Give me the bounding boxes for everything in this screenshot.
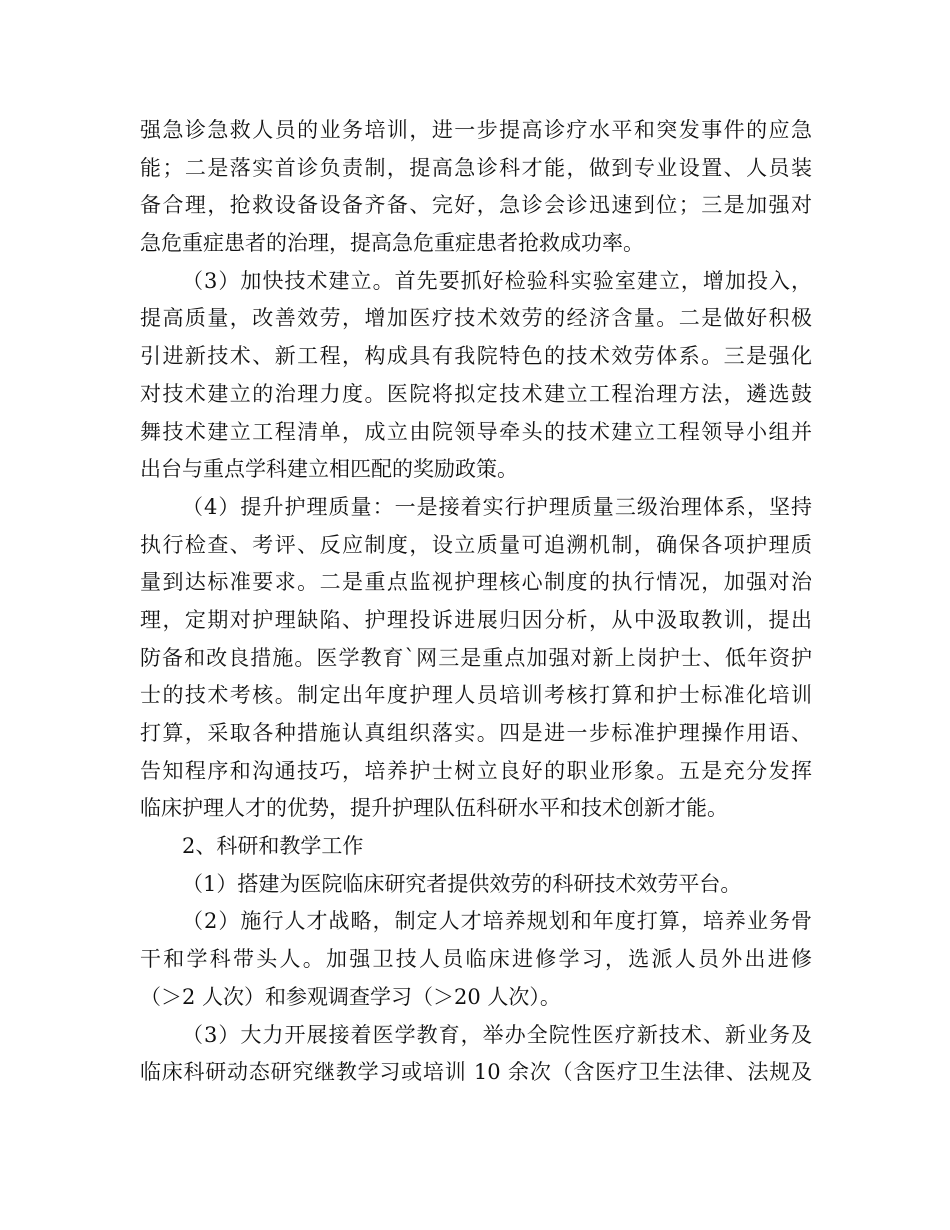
- text-line: 出台与重点学科建立相匹配的奖励政策。: [140, 457, 518, 482]
- text-line: 对技术建立的治理力度。医院将拟定技术建立工程治理方法，遴选鼓: [140, 381, 812, 406]
- text-line: 备合理，抢救设备设备齐备、完好，急诊会诊迅速到位；三是加强对: [140, 193, 812, 218]
- section-heading: 2、科研和教学工作: [182, 834, 364, 859]
- text-line: 临床科研动态研究继教学习或培训 10 余次（含医疗卫生法律、法规及: [140, 1060, 812, 1085]
- paragraph-start-line: （1）搭建为医院临床研究者提供效劳的科研技术效劳平台。: [182, 871, 742, 896]
- text-line: 干和学科带头人。加强卫技人员临床进修学习，选派人员外出进修: [140, 947, 812, 972]
- text-line: 强急诊急救人员的业务培训，进一步提高诊疗水平和突发事件的应急: [140, 118, 812, 142]
- text-line: 量到达标准要求。二是重点监视护理核心制度的执行情况，加强对治: [140, 570, 812, 595]
- text-line: （＞2 人次）和参观调查学习（＞20 人次）。: [140, 984, 561, 1009]
- text-line: 舞技术建立工程清单，成立由院领导牵头的技术建立工程领导小组并: [140, 419, 812, 444]
- text-line: 能；二是落实首诊负责制，提高急诊科才能，做到专业设置、人员装: [140, 155, 812, 180]
- paragraph-start-line: （2）施行人才战略，制定人才培养规划和年度打算，培养业务骨: [182, 909, 812, 934]
- text-line: 执行检查、考评、反应制度，设立质量可追溯机制，确保各项护理质: [140, 532, 812, 557]
- text-line: 打算，采取各种措施认真组织落实。四是进一步标准护理操作用语、: [140, 721, 812, 745]
- paragraph-start-line: （3）大力开展接着医学教育，举办全院性医疗新技术、新业务及: [182, 1022, 812, 1047]
- text-line: 临床护理人才的优势，提升护理队伍科研水平和技术创新才能。: [140, 796, 728, 821]
- text-line: 告知程序和沟通技巧，培养护士树立良好的职业形象。五是充分发挥: [140, 758, 812, 783]
- text-line: 急危重症患者的治理，提高急危重症患者抢救成功率。: [140, 231, 644, 256]
- text-line: 提高质量，改善效劳，增加医疗技术效劳的经济含量。二是做好积极: [140, 306, 812, 331]
- text-line: 引进新技术、新工程，构成具有我院特色的技术效劳体系。三是强化: [140, 344, 812, 369]
- body-text: [140, 112, 812, 1092]
- text-line: 防备和改良措施。医学教育`网三是重点加强对新上岗护士、低年资护: [140, 645, 812, 670]
- paragraph-start-line: （3）加快技术建立。首先要抓好检验科实验室建立，增加投入，: [182, 268, 812, 293]
- paragraph-start-line: （4）提升护理质量：一是接着实行护理质量三级治理体系，坚持: [182, 494, 812, 519]
- text-line: 士的技术考核。制定出年度护理人员培训考核打算和护士标准化培训: [140, 683, 812, 708]
- text-line: 理，定期对护理缺陷、护理投诉进展归因分析，从中汲取教训，提出: [140, 607, 812, 632]
